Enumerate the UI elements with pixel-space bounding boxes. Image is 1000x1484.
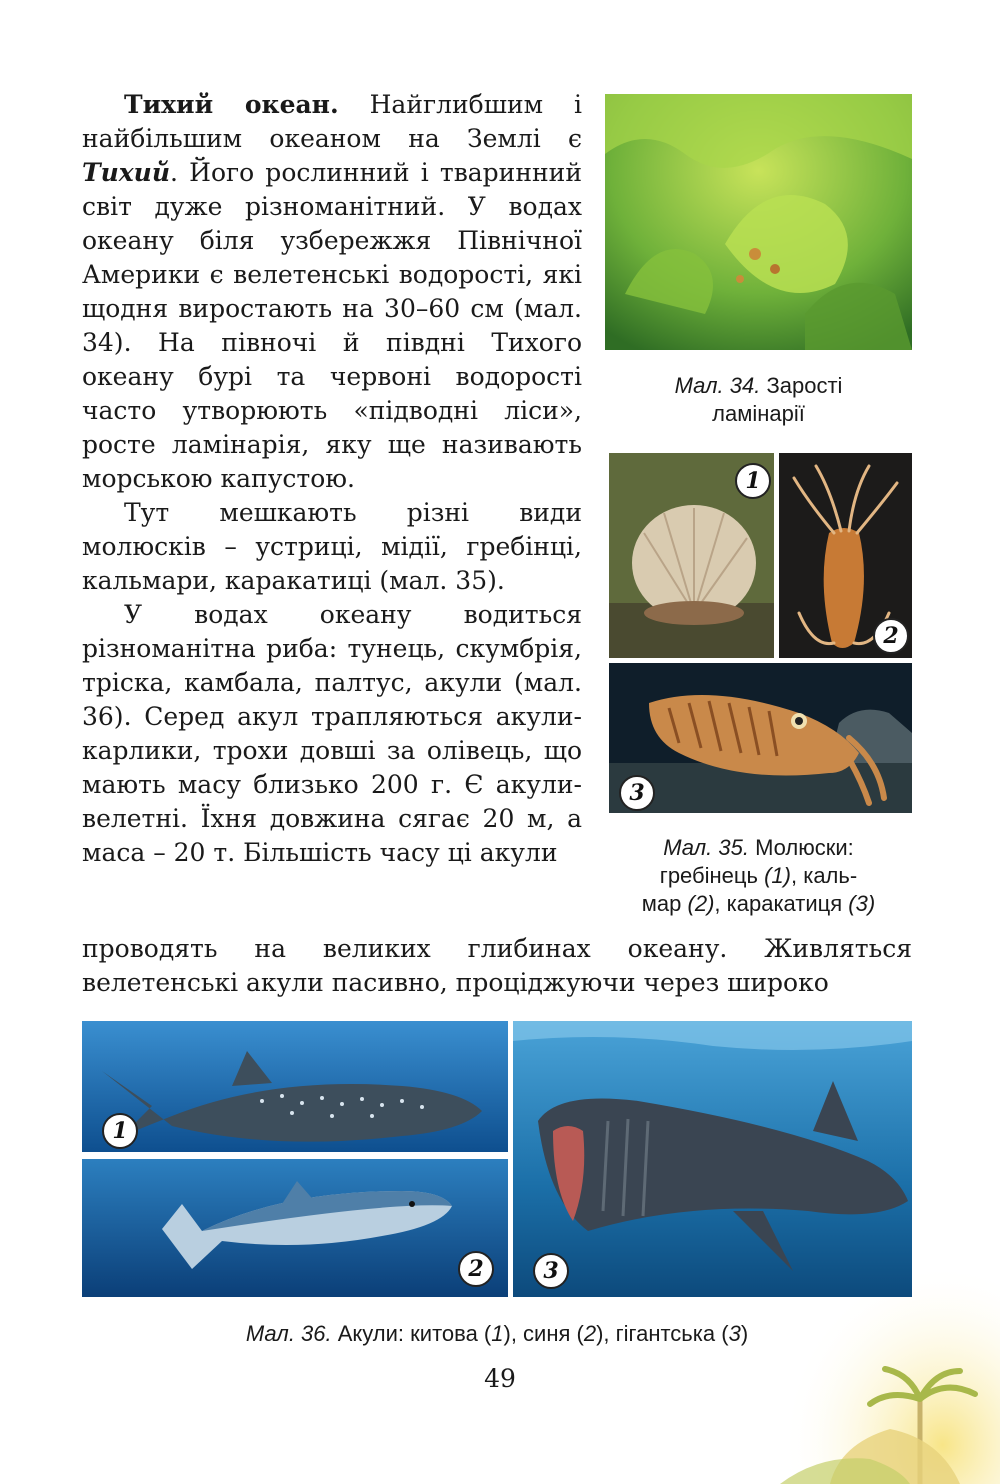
caption-number: 1: [491, 1321, 504, 1346]
caption-text: ), гігантська (: [596, 1321, 729, 1346]
main-text-column: [82, 88, 582, 870]
continuation-text: [82, 932, 912, 1000]
squid-photo: [779, 453, 912, 658]
whale-shark-photo: [82, 1021, 508, 1152]
photo-number-2: 2: [873, 618, 909, 654]
photo-number-2: 2: [458, 1251, 494, 1287]
caption-text: Зарості: [760, 373, 843, 398]
cuttlefish-photo: [609, 663, 912, 813]
paragraph-text: . Його рослинний і тваринний світ дуже різноманітний. У водах океану біля узбережжя Північної Америки є велетенські водорості, які щодня виростають на 30–60 см (мал. 34). На півночі й півдні Тихого океану бурі та червоні водорості часто утворюють «підводні ліси», росте ламінарія, яку ще називають морською капустою.: [82, 158, 582, 493]
emphasis-term: Тихий: [82, 158, 171, 187]
fig34-caption: [605, 372, 912, 428]
paragraph-fish: У водах океану водиться різноманітна риба: тунець, скумбрія, тріска, камбала, палтус, акули (мал. 36). Серед акул трапляються акули-карлики, трохи довші за олівець, що мають масу близько 200 г. Є акули-велетні. Їхня довжина сягає 20 м, а маса – 20 т. Більшість часу ці акули: [82, 600, 582, 867]
caption-number: (3): [848, 891, 876, 916]
page-number: 49: [484, 1364, 516, 1393]
caption-text: ламінарії: [712, 401, 805, 426]
fig-label: Мал. 36.: [245, 1321, 332, 1346]
paragraph-fish-continued: проводять на великих глибинах океану. Живляться велетенські акули пасивно, проціджуючи через широко: [82, 934, 912, 997]
paragraph-pacific: [82, 88, 582, 496]
photo-number-3: 3: [619, 775, 655, 811]
caption-text: мар: [641, 891, 688, 916]
paragraph-mollusks: Тут мешкають різні види молюсків – устриці, мідії, гребінці, кальмари, каракатиці (мал. 35).: [82, 498, 582, 595]
scallop-photo: [609, 453, 774, 658]
photo-number-3: 3: [533, 1253, 569, 1289]
caption-text: , каль-: [790, 863, 858, 888]
caption-text: , каракатиця: [714, 891, 849, 916]
photo-number-1: 1: [735, 463, 771, 499]
blue-shark-photo: [82, 1159, 508, 1297]
caption-text: Молюски:: [748, 835, 854, 860]
caption-number: (1): [764, 863, 791, 888]
fig35-caption: [605, 834, 912, 918]
basking-shark-photo: [513, 1021, 912, 1297]
fig-label: Мал. 35.: [663, 835, 749, 860]
caption-text: Акули: китова (: [331, 1321, 492, 1346]
caption-number: 3: [728, 1321, 741, 1346]
paragraph-text: Найглибшим і найбільшим океаном на Землі є: [82, 90, 582, 153]
fig36-caption: [82, 1320, 912, 1348]
caption-text: ): [740, 1321, 749, 1346]
caption-text: ), синя (: [503, 1321, 584, 1346]
whale-shark-icon: [82, 1021, 508, 1152]
caption-number: (2): [687, 891, 715, 916]
section-title: Тихий океан.: [124, 90, 339, 119]
photo-number-1: 1: [102, 1113, 138, 1149]
fig-label: Мал. 34.: [674, 373, 761, 398]
kelp-photo: [605, 94, 912, 350]
basking-shark-icon: [513, 1021, 912, 1297]
caption-text: гребінець: [659, 863, 765, 888]
blue-shark-icon: [82, 1159, 508, 1297]
caption-number: 2: [583, 1321, 597, 1346]
